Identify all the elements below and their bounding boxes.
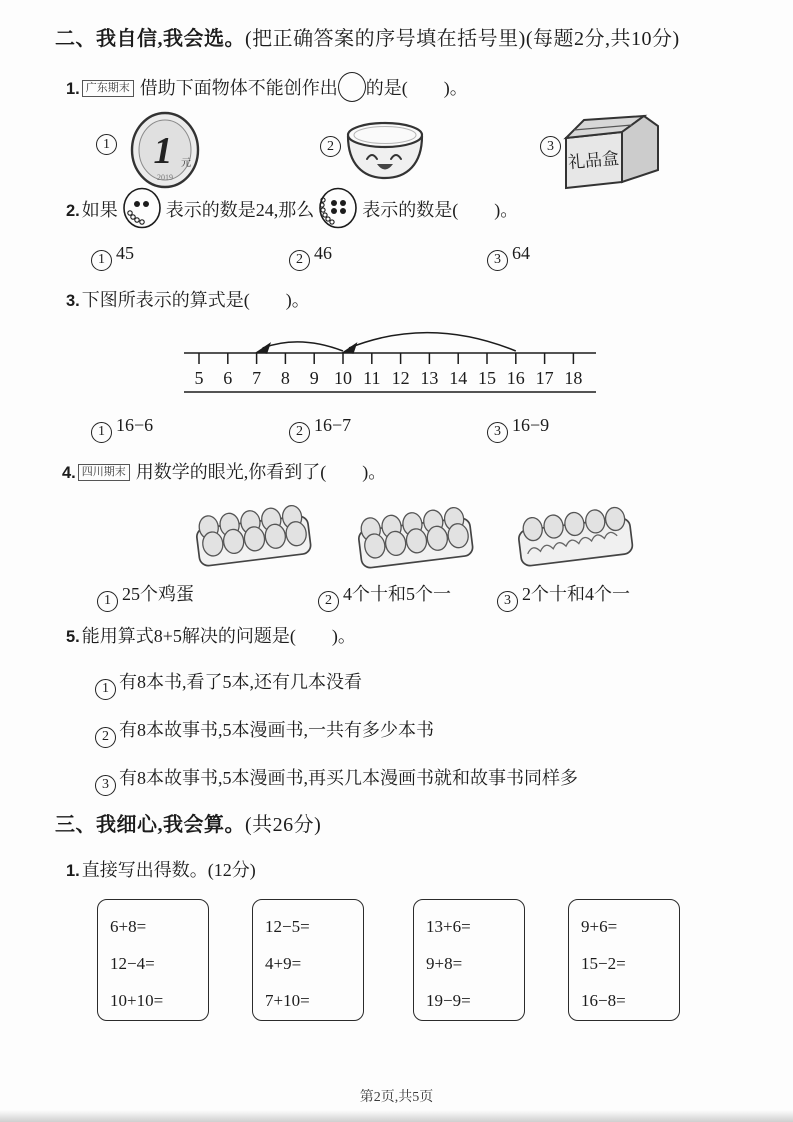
section3-subtitle: (共26分) [245,814,322,836]
q1-item-3-marker: 3 [540,136,561,157]
jump-arc [349,333,516,351]
egg-carton-full-2-icon [352,493,478,581]
q5-option-1-text: 有8本书,看了5本,还有几本没看 [119,672,362,692]
question-2-number: 2. [66,202,80,220]
numberline-tick-label: 12 [391,368,410,388]
calc-box-3 [413,899,525,1021]
coin-digit: 1 [153,130,173,172]
question-1-text-after: 的是( )。 [365,78,468,98]
question-4 [62,460,386,484]
q1-item-1-marker: 1 [96,134,117,155]
q5-option-1-marker: 1 [95,679,116,700]
question-2-text-3: 表示的数是( )。 [362,200,519,220]
q4-option-1-marker: 1 [97,591,118,612]
q2-option-2 [289,243,332,271]
q4-option-3-marker: 3 [497,591,518,612]
calc-box-1 [97,899,209,1021]
one-yuan-coin-icon [128,110,202,190]
q4-option-2 [318,580,451,612]
numberline-tick-label: 8 [280,368,290,388]
q3-option-3-marker: 3 [487,422,508,443]
numberline-tick-label: 10 [334,368,352,388]
question-2-text-2: 表示的数是24,那么 [165,200,315,220]
numberline-tick-label: 17 [535,368,554,388]
calc-box-4 [568,899,680,1021]
question-1-text-before: 借助下面物体不能创作出 [139,78,338,98]
q4-option-3 [497,580,630,612]
jump-arc [263,342,343,351]
calc-expression: 16−8= [581,991,626,1010]
q5-option-1 [95,668,362,700]
question-2 [66,186,518,230]
page-footer: 第2页,共5页 [359,1090,434,1105]
q3-option-1-text: 16−6 [116,415,154,435]
calc-expression: 9+6= [581,917,618,936]
question-3-text: 下图所表示的算式是( )。 [81,290,310,310]
q5-option-2-text: 有8本故事书,5本漫画书,一共有多少本书 [119,720,434,740]
numberline-tick-label: 14 [449,368,468,388]
source-badge-sichuan: 四川期末 [78,464,130,481]
section3-header [55,808,321,837]
q3-option-3-text: 16−9 [512,415,550,435]
q2-option-3 [487,243,530,271]
calc-expression: 6+8= [110,917,147,936]
source-badge-guangdong: 广东期末 [82,80,134,97]
gift-box-label: 礼品盒 [567,148,620,173]
coin-year: 2019 [157,173,173,182]
question-5 [66,624,356,648]
q4-option-2-text: 4个十和5个一 [343,584,451,604]
calc-question-text: 直接写出得数。 [81,860,208,880]
q4-option-1-text: 25个鸡蛋 [122,584,194,604]
numberline-tick-label: 18 [564,368,583,388]
numberline-tick-label: 13 [420,368,439,388]
scan-edge-shadow [0,1110,793,1122]
question-4-text: 用数学的眼光,你看到了( )。 [135,462,387,482]
numberline-tick-label: 7 [252,368,262,388]
calc-question-points: (12分) [207,860,256,880]
q2-option-2-marker: 2 [289,250,310,271]
numberline-figure [184,330,596,396]
question-5-number: 5. [66,628,80,646]
calc-expression: 10+10= [110,991,164,1010]
egg-carton-partial-icon [512,495,638,579]
q3-option-2-text: 16−7 [314,415,352,435]
q2-option-1-text: 45 [116,243,134,263]
q5-option-3-text: 有8本故事书,5本漫画书,再买几本漫画书就和故事书同样多 [119,768,578,788]
q3-option-1-marker: 1 [91,422,112,443]
q4-option-1 [97,580,194,612]
q2-option-2-text: 46 [314,243,332,263]
q5-option-2 [95,716,434,748]
arrowhead [258,344,270,353]
numberline-tick-label: 9 [309,368,319,388]
numberline-tick-label: 6 [223,368,233,388]
bowl-icon [344,116,426,188]
counter-2-tens-4-ones-icon [121,186,163,230]
calc-expression: 9+8= [426,954,463,973]
gift-box-icon [560,108,664,194]
section2-title: 二、我自信,我会选。 [55,28,245,50]
circle-shape-glyph [338,72,366,102]
arrowhead [344,344,356,353]
question-3-number: 3. [66,292,80,310]
numberline-tick-label: 15 [478,368,496,388]
numberline-tick-label: 5 [194,368,204,388]
coin-unit: 元 [181,158,191,169]
q3-option-3 [487,415,549,443]
q4-option-3-text: 2个十和4个一 [522,584,630,604]
question-1-number: 1. [66,80,80,98]
question-2-text-1: 如果 [81,200,118,220]
q5-option-3 [95,764,578,796]
q2-option-3-marker: 3 [487,250,508,271]
q1-item-2-marker: 2 [320,136,341,157]
egg-carton-full-1-icon [190,491,316,579]
question-5-text: 能用算式8+5解决的问题是( )。 [81,626,356,646]
q4-option-2-marker: 2 [318,591,339,612]
calc-expression: 12−4= [110,954,155,973]
q3-option-2 [289,415,351,443]
q2-option-1 [91,243,134,271]
counter-4-tens-6-ones-icon [317,186,359,230]
question-3 [66,288,310,312]
q2-option-3-text: 64 [512,243,530,263]
calc-expression: 4+9= [265,954,302,973]
question-1 [66,72,468,102]
section2-header [55,22,680,51]
q5-option-3-marker: 3 [95,775,116,796]
calc-expression: 12−5= [265,917,310,936]
calc-expression: 13+6= [426,917,471,936]
calc-question-number: 1. [66,862,80,880]
q2-option-1-marker: 1 [91,250,112,271]
calc-box-2 [252,899,364,1021]
q3-option-1 [91,415,153,443]
numberline-tick-label: 11 [363,368,381,388]
q3-option-2-marker: 2 [289,422,310,443]
calc-expression: 15−2= [581,954,626,973]
calc-expression: 19−9= [426,991,471,1010]
section3-title: 三、我细心,我会算。 [55,814,245,836]
calc-expression: 7+10= [265,991,310,1010]
question-4-number: 4. [62,464,76,482]
numberline-tick-label: 16 [506,368,525,388]
section2-subtitle: (把正确答案的序号填在括号里)(每题2分,共10分) [245,28,680,50]
q5-option-2-marker: 2 [95,727,116,748]
calc-question-title [66,858,256,882]
